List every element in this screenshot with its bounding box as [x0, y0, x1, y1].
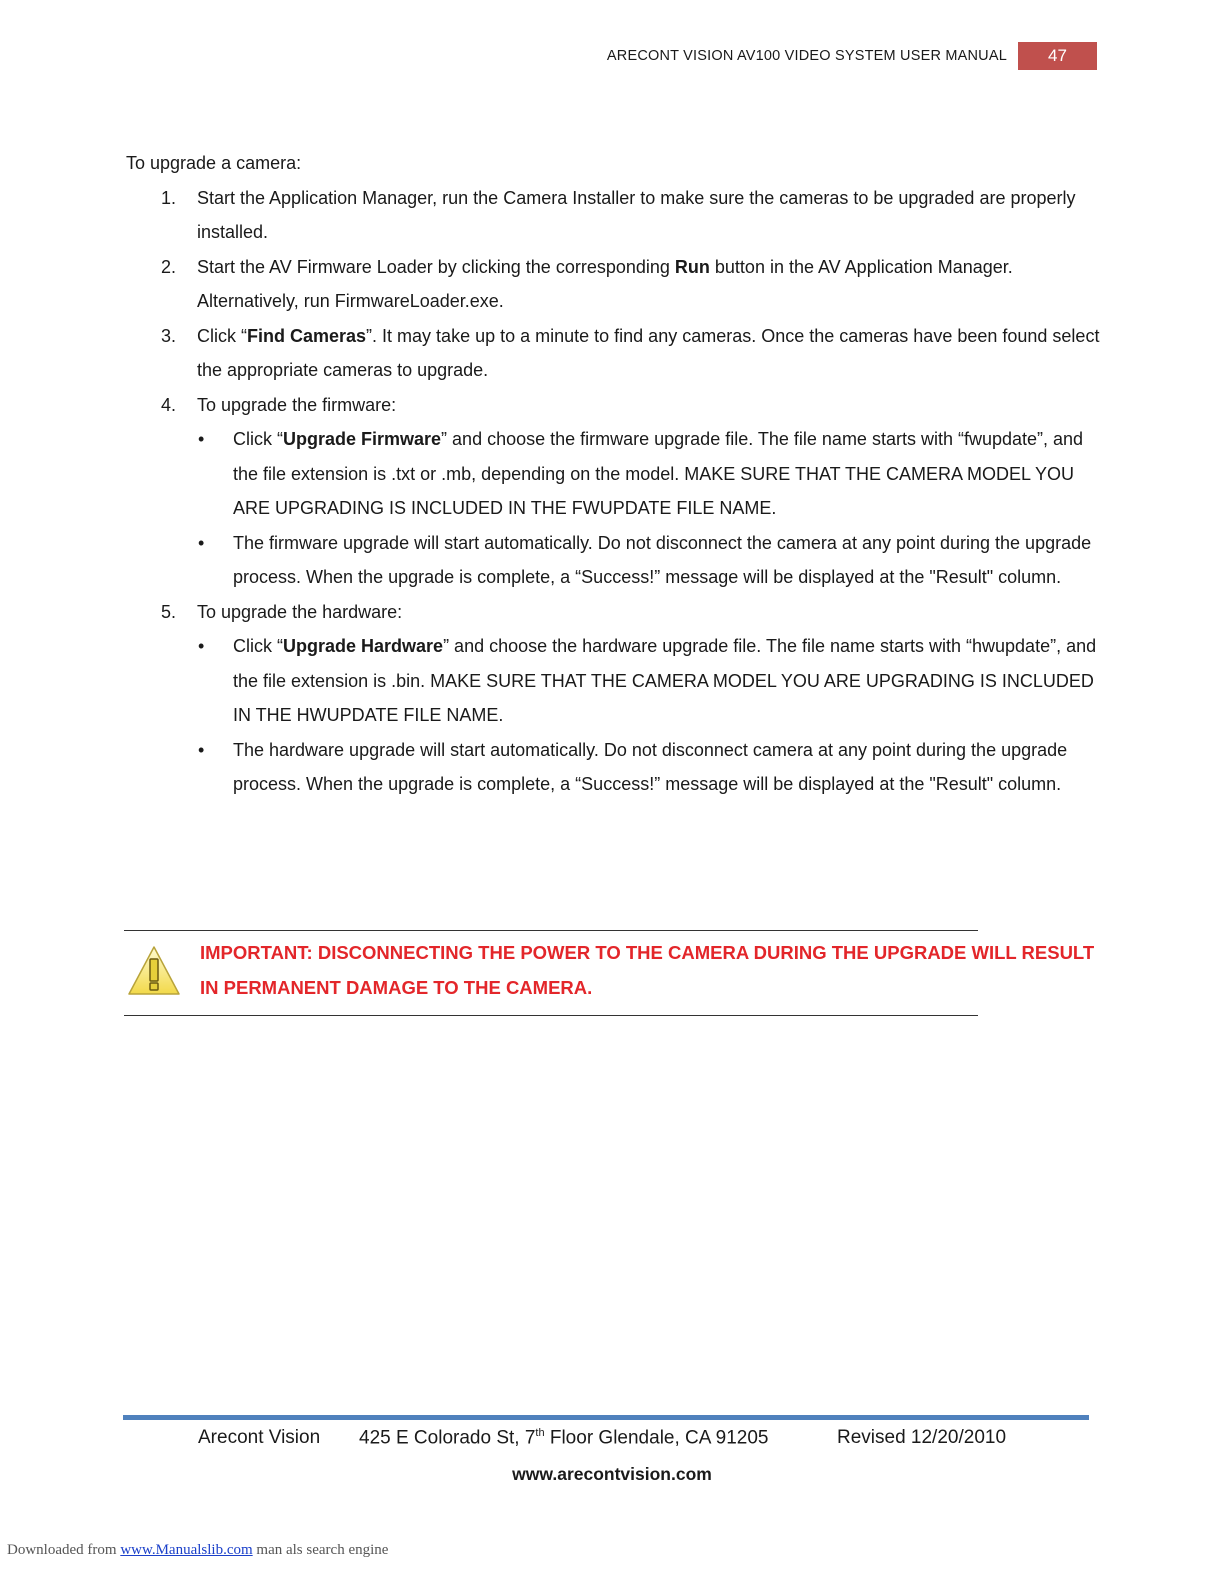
step-text: To upgrade the firmware:	[197, 394, 397, 415]
upgrade-hardware-reference: Upgrade Hardware	[283, 636, 444, 656]
intro-text: To upgrade a camera:	[126, 153, 302, 173]
page-number: 47	[1018, 42, 1097, 70]
step-1	[126, 181, 1106, 250]
step-2	[126, 250, 1106, 319]
step-text-pre: Click “	[197, 325, 247, 346]
footer-divider	[123, 1415, 1089, 1420]
download-note	[7, 1542, 388, 1559]
bullet-text-post: ” and choose the firmware upgrade file. The file name starts with “fwupdate”, and the file extension is .txt or .mb, depending on the model. MAKE SURE THAT THE CAMERA MODEL YOU ARE UPGRADING IS INCLUDED IN THE FWUPDATE FILE NAME.	[233, 429, 1084, 518]
main-content	[126, 146, 1106, 802]
manualslib-link[interactable]: www.Manualslib.com	[120, 1542, 253, 1558]
step-text: Start the Application Manager, run the Camera Installer to make sure the cameras to be upgraded are properly installed.	[197, 187, 1076, 242]
footer-company: Arecont Vision	[198, 1427, 321, 1448]
bullet-icon: •	[198, 429, 205, 449]
run-button-reference: Run	[674, 256, 710, 277]
step-5-bullet-1	[126, 629, 1106, 733]
warning-text: IMPORTANT: DISCONNECTING THE POWER TO THE CAMERA DURING THE UPGRADE WILL RESULT IN PERMANENT DAMAGE TO THE CAMERA.	[200, 942, 1095, 998]
step-number: 2.	[161, 256, 177, 277]
step-number: 4.	[161, 394, 177, 415]
step-number: 1.	[161, 187, 177, 208]
footer-website: www.arecontvision.com	[512, 1464, 712, 1484]
warning-top-rule	[124, 930, 978, 931]
bullet-text-pre: Click “	[233, 636, 283, 656]
bullet-icon: •	[198, 532, 205, 553]
step-text: To upgrade the hardware:	[197, 601, 403, 622]
step-5-bullet-2	[126, 733, 1106, 802]
step-5	[126, 595, 1106, 630]
step-3	[126, 319, 1106, 388]
bullet-text-pre: Click “	[233, 429, 283, 449]
upgrade-firmware-reference: Upgrade Firmware	[283, 429, 442, 449]
bullet-text-post: ” and choose the hardware upgrade file. The file name starts with “hwupdate”, and the file extension is .bin. MAKE SURE THAT THE CAMERA MODEL YOU ARE UPGRADING IS INCLUDED IN THE HWUPDATE FILE NAME.	[233, 636, 1097, 725]
footer-address: 425 E Colorado St, 7th Floor Glendale, CA 91205	[359, 1427, 769, 1449]
bullet-icon: •	[198, 739, 205, 760]
step-4-bullet-1	[126, 422, 1106, 526]
step-text-post: button in the AV Application Manager. Alternatively, run FirmwareLoader.exe.	[197, 256, 1013, 311]
download-prefix: Downloaded from	[7, 1542, 121, 1558]
find-cameras-reference: Find Cameras	[247, 325, 367, 346]
footer-revised: Revised 12/20/2010	[837, 1427, 1007, 1448]
header-title: ARECONT VISION AV100 VIDEO SYSTEM USER MANUAL	[606, 48, 1007, 64]
bullet-text: The hardware upgrade will start automatically. Do not disconnect camera at any point during the upgrade process. When the upgrade is complete, a “Success!” message will be displayed at the "Result" column.	[233, 739, 1068, 794]
step-4	[126, 388, 1106, 423]
download-suffix: man als search engine	[252, 1542, 389, 1558]
step-number: 5.	[161, 601, 177, 622]
footer-info	[0, 1427, 1224, 1455]
bullet-icon: •	[198, 636, 205, 656]
step-4-bullet-2	[126, 526, 1106, 595]
warning-triangle-icon	[126, 944, 182, 998]
step-text-post: ”. It may take up to a minute to find any cameras. Once the cameras have been found select the appropriate cameras to upgrade.	[197, 325, 1100, 380]
bullet-text: The firmware upgrade will start automatically. Do not disconnect the camera at any point during the upgrade process. When the upgrade is complete, a “Success!” message will be displayed at the "Result" column.	[233, 532, 1092, 587]
step-number: 3.	[161, 325, 177, 346]
step-text-pre: Start the AV Firmware Loader by clicking the corresponding	[197, 256, 675, 277]
warning-bottom-rule	[124, 1015, 978, 1016]
